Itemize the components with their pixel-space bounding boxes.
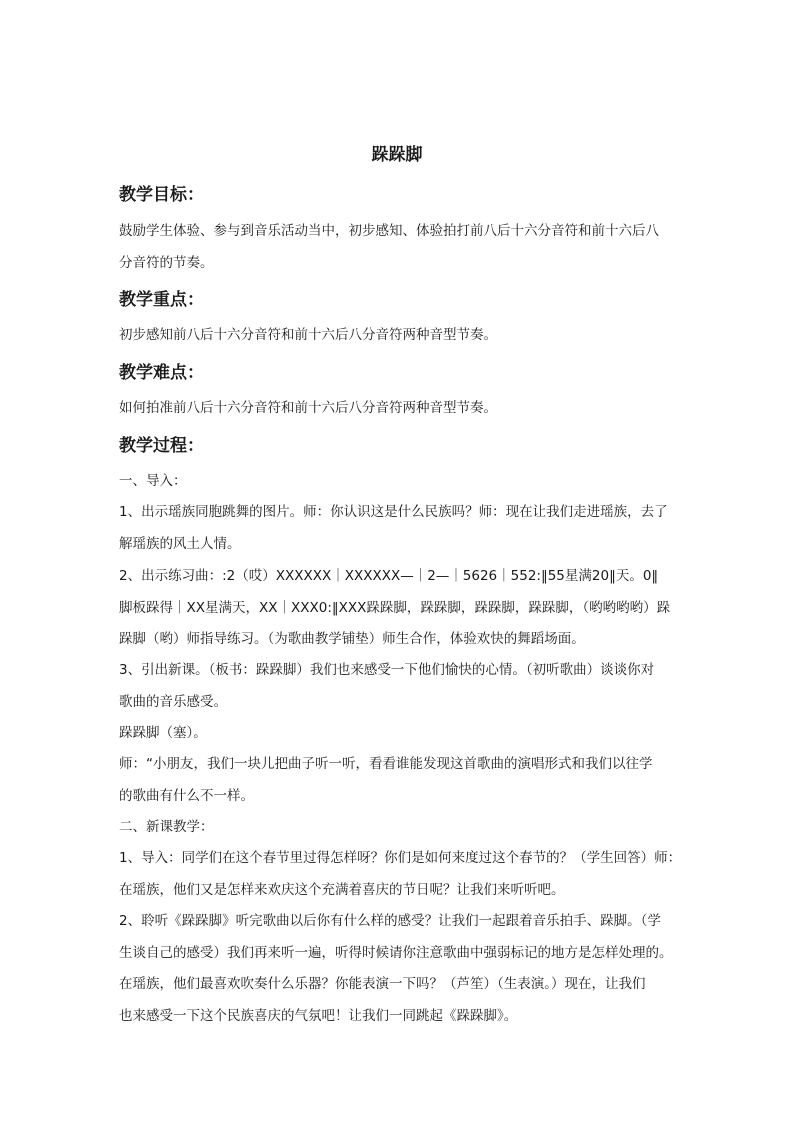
paragraph-line: 在瑶族，他们最喜欢吹奏什么乐器？你能表演一下吗？（芦笙）（生表演。）现在，让我们	[119, 976, 646, 992]
process-paragraph-7	[119, 906, 691, 1032]
paragraph-line: 2、出示练习曲：:2（哎）XXXXXX｜XXXXXX—｜2—｜5626｜552:‖55星满20‖天。0‖	[119, 568, 659, 584]
process-heading: 教学过程：	[119, 436, 204, 456]
process-paragraph-intro-title	[119, 466, 691, 498]
process-paragraph-2	[119, 561, 691, 656]
objective-heading: 教学目标：	[119, 185, 204, 205]
difficulty-heading: 教学难点：	[119, 363, 204, 383]
process-paragraph-3	[119, 655, 691, 718]
process-paragraph-1	[119, 497, 691, 560]
difficulty-paragraph	[119, 393, 691, 425]
key-point-heading: 教学重点：	[119, 290, 204, 310]
paragraph-line: 在瑶族，他们又是怎样来欢庆这个充满着喜庆的节日呢？让我们来听听吧。	[119, 881, 565, 898]
paragraph-line: 3、引出新课。（板书：跺跺脚）我们也来感受一下他们愉快的心情。（初听歌曲）谈谈你对	[119, 662, 655, 678]
paragraph-line: 1、导入：同学们在这个春节里过得怎样呀？你们是如何来度过这个春节的？（学生回答）师：	[119, 850, 682, 866]
paragraph-line: 分音符的节奏。	[119, 254, 214, 271]
document-title: 跺跺脚	[371, 145, 423, 165]
paragraph-line: 二、新课教学：	[119, 819, 214, 835]
process-paragraph-6	[119, 843, 691, 906]
paragraph-line: 跺跺脚（塞）。	[119, 725, 207, 741]
paragraph-line: 一、导入：	[119, 473, 187, 489]
process-paragraph-4	[119, 718, 691, 750]
paragraph-line: 师：“小朋友，我们一块儿把曲子听一听，看看谁能发现这首歌曲的演唱形式和我们以往学	[119, 756, 653, 772]
paragraph-line: 如何拍准前八后十六分音符和前十六后八分音符两种音型节奏。	[119, 400, 497, 416]
process-paragraph-new-lesson-title	[119, 812, 691, 844]
paragraph-line: 鼓励学生体验、参与到音乐活动当中，初步感知、体验拍打前八后十六分音符和前十六后八	[119, 223, 659, 239]
paragraph-line: 生谈自己的感受）我们再来听一遍，听得时候请你注意歌曲中强弱标记的地方是怎样处理的。	[119, 944, 673, 961]
paragraph-line: 脚板跺得｜XX星满天，XX｜XXX0:‖XXX跺跺脚，跺跺脚，跺跺脚，跺跺脚，（哟哟哟哟）跺	[119, 599, 671, 616]
paragraph-line: 2、聆听《跺跺脚》听完歌曲以后你有什么样的感受？让我们一起跟着音乐拍手、跺脚。（学	[119, 913, 661, 929]
paragraph-line: 初步感知前八后十六分音符和前十六后八分音符两种音型节奏。	[119, 327, 497, 343]
paragraph-line: 也来感受一下这个民族喜庆的气氛吧！让我们一同跳起《跺跺脚》。	[119, 1007, 518, 1024]
paragraph-line: 歌曲的音乐感受。	[119, 693, 227, 710]
paragraph-line: 1、出示瑶族同胞跳舞的图片。师：你认识这是什么民族吗？师：现在让我们走进瑶族，去了	[119, 504, 668, 520]
objective-paragraph	[119, 216, 691, 279]
process-paragraph-5	[119, 749, 691, 812]
paragraph-line: 解瑶族的风土人情。	[119, 535, 241, 552]
key-point-paragraph	[119, 320, 691, 352]
paragraph-line: 跺脚（哟）师指导练习。（为歌曲教学铺垫）师生合作，体验欢快的舞蹈场面。	[119, 631, 585, 647]
paragraph-line: 的歌曲有什么不一样。	[119, 787, 254, 804]
